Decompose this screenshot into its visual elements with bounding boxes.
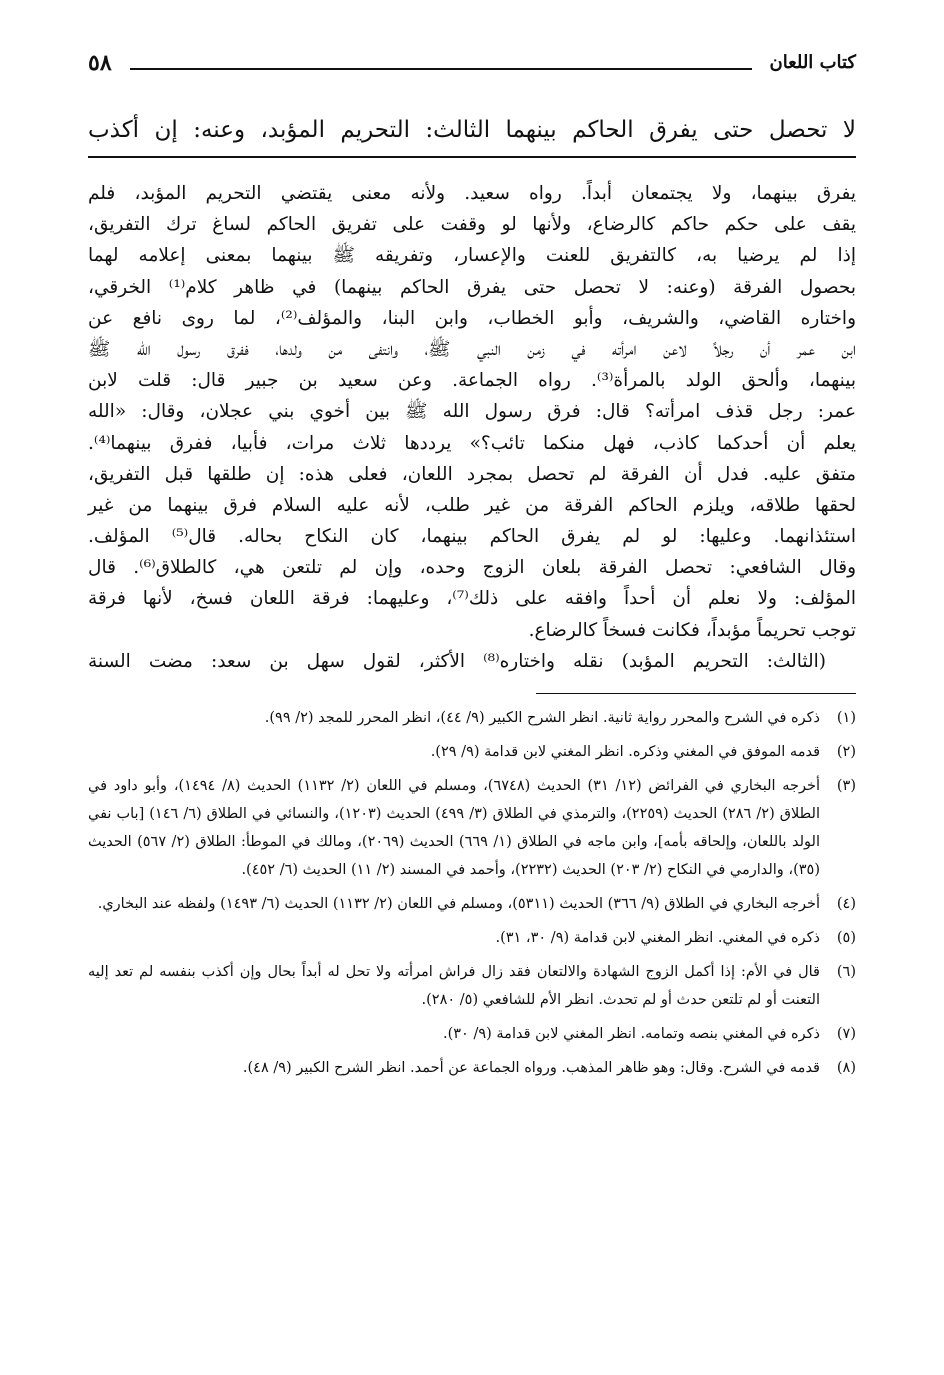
body-line: يعلم أن أحدكما كاذب، فهل منكما تائب؟» يرددها ثلاث مرات، فأبيا، ففرق بينهما⁽⁴⁾.	[88, 432, 856, 454]
footnotes	[88, 704, 856, 1082]
body-line: واختاره القاضي، والشريف، وأبو الخطاب، وابن البنا، والمؤلف⁽²⁾، لما روى نافع عن	[88, 307, 856, 329]
footnote	[88, 958, 856, 1014]
body-line: المؤلف: ولا نعلم أن أحداً وافقه على ذلك⁽⁷⁾، وعليهما: فرقة اللعان فسخ، لأنها فرقة	[88, 588, 856, 610]
page-number: ٥٨	[88, 50, 112, 76]
body-line: يقف على حكم حاكم كالرضاع، ولأنها لو وقفت على تفريق الحاكم لساغ ترك التفريق،	[88, 214, 856, 236]
body-line: بحصول الفرقة (وعنه: لا تحصل حتى يفرق الحاكم بينهما) في ظاهر كلام⁽¹⁾ الخرقي،	[88, 276, 856, 298]
footnote	[88, 704, 856, 732]
footnote-text: قدمه الموفق في المغني وذكره. انظر المغني لابن قدامة (٩/ ٢٩).	[430, 744, 820, 760]
footnote-number: (٧)	[836, 1026, 856, 1042]
footnote-text: ذكره في المغني بنصه وتمامه. انظر المغني لابن قدامة (٩/ ٣٠).	[442, 1026, 820, 1042]
book-title: كتاب اللعان	[769, 52, 856, 73]
footnote	[88, 1054, 856, 1082]
footnote-number: (٦)	[836, 964, 856, 980]
header-rule	[130, 68, 752, 70]
footnote	[88, 890, 856, 918]
body-line: بينهما، وألحق الولد بالمرأة⁽³⁾. رواه الجماعة. وعن سعيد بن جبير قال: قلت لابن	[88, 370, 856, 392]
body-line: توجب تحريماً مؤبداً، فكانت فسخاً كالرضاع.	[528, 619, 856, 641]
footnote-number: (٢)	[836, 744, 856, 760]
body-line: (الثالث: التحريم المؤبد) نقله واختاره⁽⁸⁾ الأكثر، لقول سهل بن سعد: مضت السنة	[88, 650, 827, 672]
matn-text: لا تحصل حتى يفرق الحاكم بينهما الثالث: التحريم المؤبد، وعنه: إن أكذب	[88, 114, 856, 158]
commentary-body	[88, 178, 856, 677]
footnote-number: (٤)	[836, 896, 856, 912]
footnote-text: ذكره في الشرح والمحرر رواية ثانية. انظر الشرح الكبير (٩/ ٤٤)، انظر المحرر للمجد (٢/ ٩٩).	[264, 710, 820, 726]
footnote	[88, 738, 856, 766]
footnote-number: (٥)	[836, 930, 856, 946]
footnote-separator	[536, 693, 856, 694]
footnote	[88, 924, 856, 952]
footnote	[88, 772, 856, 884]
body-line: وقال الشافعي: تحصل الفرقة بلعان الزوج وحده، وإن لم تلتعن هي، كالطلاق⁽⁶⁾. قال	[88, 557, 857, 579]
footnote-text: قال في الأم: إذا أكمل الزوج الشهادة والالتعان فقد زال فراش امرأته ولا تحل له أبداً بحال وإن أكذب بنفسه لم تعد إليه التعنت أو لم تلتعن حدث أو لم تحدث. انظر الأم للشافعي (٥/ ٢٨٠).	[88, 964, 820, 1008]
body-line: ابن عمر أن رجلاً لاعن امرأته في زمن النبي ﷺ، وانتفى من ولدها، ففرق رسول الله ﷺ	[88, 338, 856, 360]
footnote-text: أخرجه البخاري في الفرائض (١٢/ ٣١) الحديث (٦٧٤٨)، ومسلم في اللعان (٢/ ١١٣٢) الحديث (٨/ ١٤٩٤)، وأبو داود في الطلاق (٢/ ٢٨٦) الحديث (٢٢٥٩)، والترمذي في الطلاق (٣/ ٤٩٩) الحديث (١٢٠٣)، والنسائي في الطلاق (٦/ ١٤٦) [باب نفي الولد باللعان، وإلحاقه بأمه]، وابن ماجه في الطلاق (١/ ٦٦٩) الحديث (٢٠٦٩)، ومالك في الموطأ: الطلاق (٢/ ٥٦٧) الحديث (٣٥)، والدارمي في النكاح (٢/ ٢٠٣) الحديث (٢٢٣٢)، وأحمد في المسند (٢/ ١١) الحديث (٦/ ٤٥٢).	[88, 778, 821, 878]
body-line: عمر: رجل قذف امرأته؟ قال: فرق رسول الله ﷺ بين أخوي بني عجلان، وقال: «الله	[88, 401, 856, 423]
footnote-text: ذكره في المغني. انظر المغني لابن قدامة (٩/ ٣٠، ٣١).	[495, 930, 820, 946]
footnote-number: (٣)	[836, 778, 856, 794]
body-line: يفرق بينهما، ولا يجتمعان أبداً. رواه سعيد. ولأنه معنى يقتضي التحريم المؤبد، فلم	[88, 183, 856, 204]
body-line: لحقها طلاقه، ويلزم الحاكم الفرقة من غير طلب، لأنه عليه السلام فرق بينهما من غير	[88, 494, 856, 516]
body-line: متفق عليه. فدل أن الفرقة لم تحصل بمجرد اللعان، فعلى هذه: إن طلقها قبل التفريق،	[88, 463, 856, 485]
body-line: إذا لم يرضيا به، كالتفريق للعنت والإعسار، وتفريقه ﷺ بينهما بمعنى إعلامه لهما	[88, 245, 856, 267]
page-header	[88, 40, 856, 76]
footnote-number: (٨)	[836, 1060, 856, 1076]
footnote-number: (١)	[836, 710, 856, 726]
document-page	[88, 40, 856, 1088]
body-line: استئذانهما. وعليها: لو لم يفرق الحاكم بينهما، كان النكاح بحاله. قال⁽⁵⁾ المؤلف.	[88, 526, 856, 548]
footnote-text: قدمه في الشرح. وقال: وهو ظاهر المذهب. ورواه الجماعة عن أحمد. انظر الشرح الكبير (٩/ ٤٨).	[242, 1060, 820, 1076]
footnote	[88, 1020, 856, 1048]
footnote-text: أخرجه البخاري في الطلاق (٩/ ٣٦٦) الحديث (٥٣١١)، ومسلم في اللعان (٢/ ١١٣٢) الحديث (٦/ ١٤٩٣) ولفظه عند البخاري.	[97, 896, 820, 912]
